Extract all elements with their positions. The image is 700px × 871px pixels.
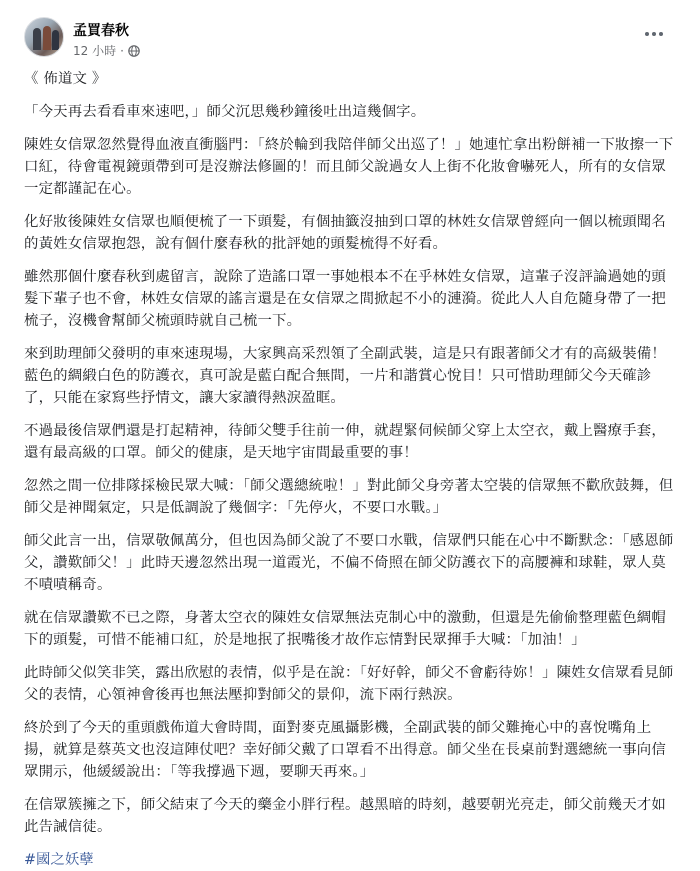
post-paragraph-4: 雖然那個什麼春秋到處留言，說除了造謠口罩一事她根本不在乎林姓女信眾，這輩子沒評論過她的頭髮下輩子也不會，林姓女信眾的謠言還是在女信眾之間掀起不小的漣漪。從此人人自危隨身帶了一把梳子，沒機會幫師父梳頭時就自己梳一下。 (24, 269, 666, 329)
post-paragraph-2: 陳姓女信眾忽然覺得血液直衝腦門：「終於輪到我陪伴師父出巡了！」她連忙拿出粉餅補一下妝擦一下口紅，待會電視鏡頭帶到可是沒辦法修圖的！而且師父說過女人上街不化妝會嚇死人，所有的女信眾一定都謹記在心。 (24, 137, 674, 197)
post-paragraph-11: 終於到了今天的重頭戲佈道大會時間，面對麥克風攝影機，全副武裝的師父難掩心中的喜悅嘴角上揚，就算是蔡英文也沒這陣仗吧？幸好師父戴了口罩看不出得意。師父坐在長桌前對選總統一事向信眾開示，他緩緩說出：「等我撐過下週，要聊天再來。」 (24, 720, 666, 780)
post-paragraph-10: 此時師父似笑非笑，露出欣慰的表情，似乎是在說：「好好幹，師父不會虧待妳！」陳姓女信眾看見師父的表情，心領神會後再也無法壓抑對師父的景仰，流下兩行熱淚。 (24, 665, 674, 703)
post-paragraph-12: 在信眾簇擁之下，師父結束了今天的藥金小胖行程。越黑暗的時刻，越要朝光亮走，師父前幾天才如此告誡信徒。 (24, 797, 666, 835)
globe-icon (128, 45, 140, 57)
post-paragraph-8: 師父此言一出，信眾敬佩萬分，但也因為師父說了不要口水戰，信眾們只能在心中不斷默念：「感恩師父，讚歎師父！」此時天邊忽然出現一道霞光，不偏不倚照在師父防護衣下的高腰褲和球鞋，眾人莫不嘖嘖稱奇。 (24, 533, 674, 593)
post-paragraph-5: 來到助理師父發明的車來速現場，大家興高采烈領了全副武裝，這是只有跟著師父才有的高級裝備！藍色的綢緞白色的防護衣，真可說是藍白配合無間，一片和諧賞心悅目！只可惜助理師父今天確診了，只能在家寫些抒情文，讓大家讀得熱淚盈眶。 (24, 346, 666, 406)
more-options-icon[interactable] (642, 26, 666, 42)
post-header (0, 0, 700, 62)
meta-separator: · (120, 43, 124, 58)
post-paragraph-1: 「今天再去看看車來速吧，」師父沉思幾秒鐘後吐出這幾個字。 (24, 104, 426, 120)
post-paragraph-7: 忽然之間一位排隊採檢民眾大喊：「師父選總統啦！」對此師父身旁著太空裝的信眾無不歡欣鼓舞，但師父是神聞氣定，只是低調說了幾個字：「先停火，不要口水戰。」 (24, 478, 674, 516)
post-paragraph-6: 不過最後信眾們還是打起精神，待師父雙手往前一伸，就趕緊伺候師父穿上太空衣，戴上醫療手套，還有最高級的口罩。師父的健康，是天地宇宙間最重要的事！ (24, 423, 666, 461)
author-name[interactable]: 孟買春秋 (73, 23, 129, 39)
post-timestamp[interactable]: 12 小時 (73, 44, 117, 58)
post-meta (73, 42, 140, 59)
post-paragraph-3: 化好妝後陳姓女信眾也順便梳了一下頭髮，有個抽籤沒抽到口罩的林姓女信眾曾經向一個以梳頭聞名的黃姓女信眾抱怨，說有個什麼春秋的批評她的頭髮梳得不好看。 (24, 214, 666, 252)
author-avatar[interactable] (24, 17, 64, 57)
hashtag-link[interactable]: #國之妖孽 (24, 852, 94, 868)
post-paragraph-9: 就在信眾讚歎不已之際，身著太空衣的陳姓女信眾無法克制心中的激動，但還是先偷偷整理藍色綢帽下的頭髮，可惜不能補口紅，於是地抿了抿嘴後才故作忘情對民眾揮手大喊：「加油！」 (24, 610, 666, 648)
post-body (24, 68, 676, 871)
post-title: 《 佈道文 》 (24, 71, 107, 87)
